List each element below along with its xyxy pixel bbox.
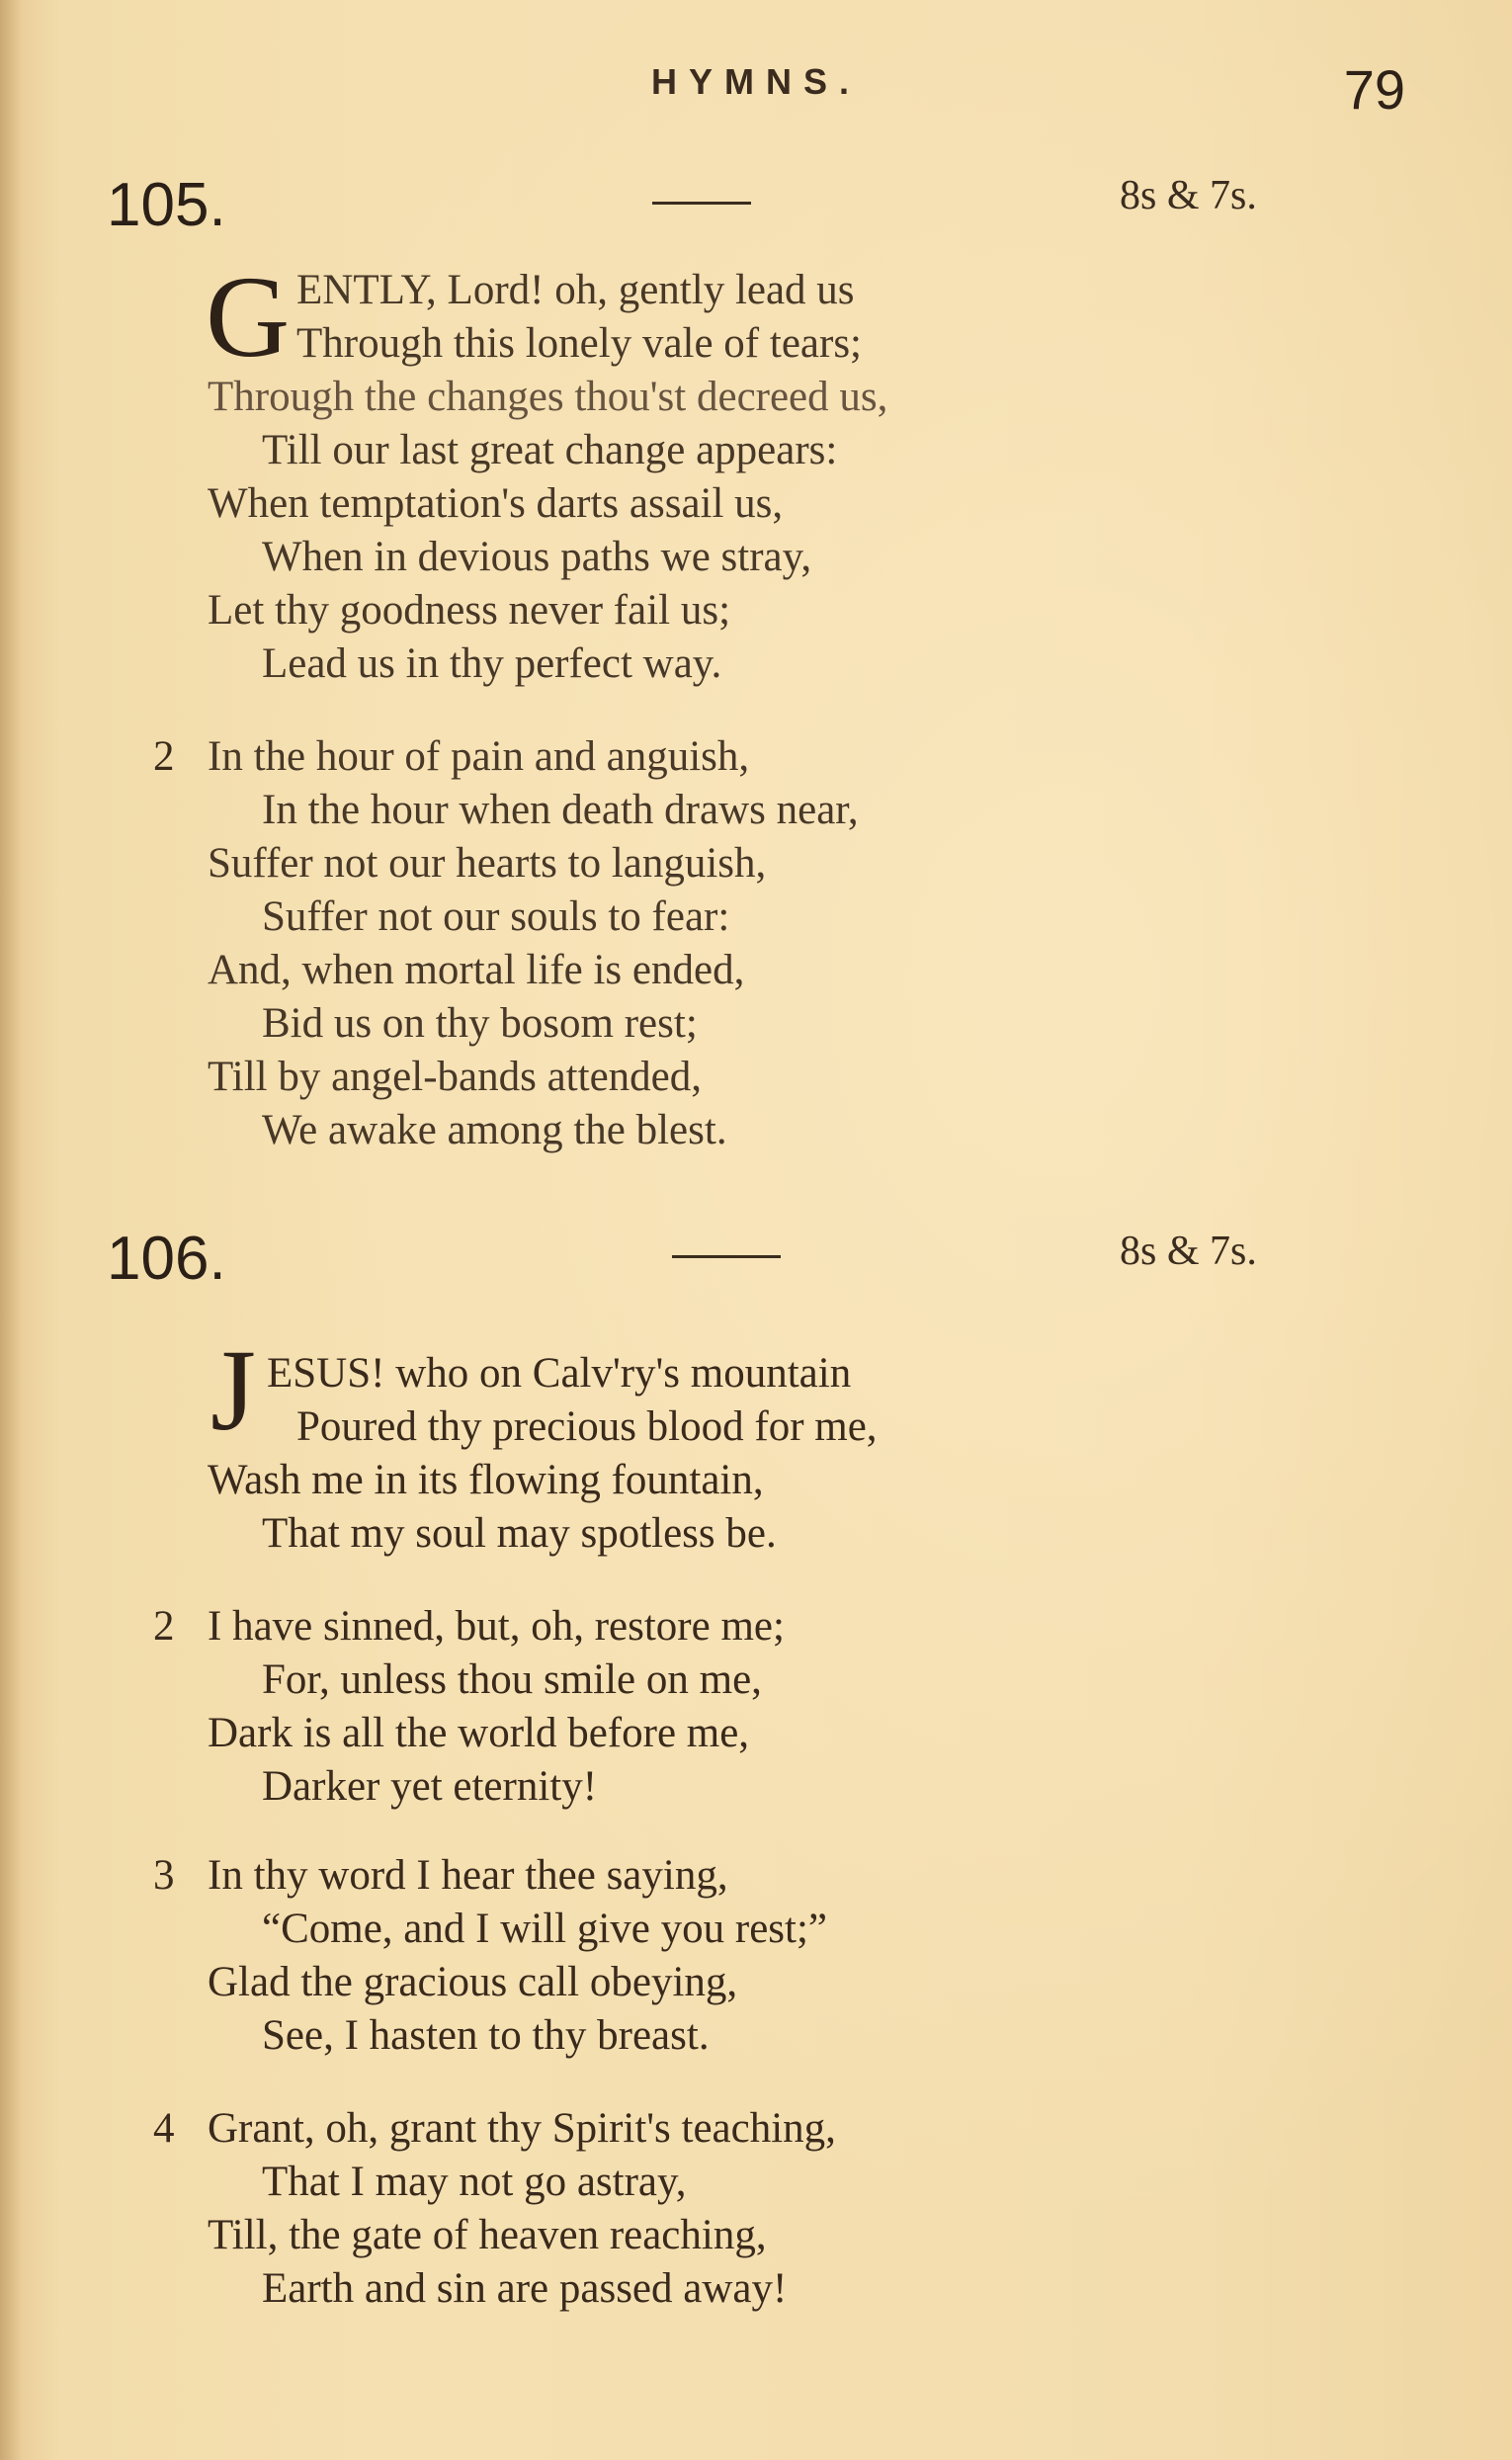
verse-line: Darker yet eternity! bbox=[262, 1763, 598, 1810]
stanza-number: 2 bbox=[153, 1603, 175, 1650]
verse-line: Through this lonely vale of tears; bbox=[296, 320, 862, 367]
verse-line: And, when mortal life is ended, bbox=[208, 947, 745, 993]
verse-line: ESUS! who on Calv'ry's mountain bbox=[267, 1350, 852, 1397]
verse-line: Till, the gate of heaven reaching, bbox=[208, 2212, 767, 2258]
verse-line: In the hour of pain and anguish, bbox=[208, 733, 750, 780]
verse-line: Bid us on thy bosom rest; bbox=[262, 1000, 698, 1047]
drop-cap: G bbox=[206, 252, 291, 382]
verse-line: See, I hasten to thy breast. bbox=[262, 2012, 710, 2059]
verse-line: When temptation's darts assail us, bbox=[208, 480, 784, 527]
verse-line: Suffer not our hearts to languish, bbox=[208, 840, 767, 887]
verse-line: That my soul may spotless be. bbox=[262, 1510, 777, 1557]
title-dash bbox=[672, 1255, 781, 1258]
hymn-meter: 8s & 7s. bbox=[1120, 1229, 1257, 1274]
verse-line: Let thy goodness never fail us; bbox=[208, 587, 731, 634]
drop-cap: J bbox=[210, 1325, 256, 1455]
verse-line: Lead us in thy perfect way. bbox=[262, 640, 722, 687]
verse-line: Grant, oh, grant thy Spirit's teaching, bbox=[208, 2105, 836, 2152]
hymn-number: 106. bbox=[107, 1225, 226, 1293]
verse-line: Wash me in its flowing fountain, bbox=[208, 1457, 764, 1503]
verse-line: Dark is all the world before me, bbox=[208, 1710, 750, 1756]
verse-line: Earth and sin are passed away! bbox=[262, 2265, 788, 2312]
verse-line: In the hour when death draws near, bbox=[262, 787, 859, 833]
verse-line: For, unless thou smile on me, bbox=[262, 1656, 762, 1703]
verse-line: When in devious paths we stray, bbox=[262, 534, 812, 580]
verse-line: Till by angel-bands attended, bbox=[208, 1054, 703, 1100]
verse-line: That I may not go astray, bbox=[262, 2159, 687, 2205]
title-dash bbox=[652, 202, 751, 205]
verse-line: Suffer not our souls to fear: bbox=[262, 893, 730, 940]
verse-line: “Come, and I will give you rest;” bbox=[262, 1906, 827, 1952]
hymn-meter: 8s & 7s. bbox=[1120, 173, 1257, 218]
stanza-number: 2 bbox=[153, 733, 175, 780]
hymn-number: 105. bbox=[107, 171, 226, 239]
verse-line: Till our last great change appears: bbox=[262, 427, 838, 473]
verse-line: In thy word I hear thee saying, bbox=[208, 1852, 728, 1899]
verse-line: We awake among the blest. bbox=[262, 1107, 727, 1153]
verse-line: Through the changes thou'st decreed us, bbox=[208, 374, 888, 420]
running-head: HYMNS. bbox=[650, 61, 861, 102]
page-edge-shadow bbox=[0, 0, 22, 2460]
verse-line: Poured thy precious blood for me, bbox=[296, 1403, 878, 1450]
verse-line: Glad the gracious call obeying, bbox=[208, 1959, 738, 2005]
page-number: 79 bbox=[1343, 58, 1405, 121]
stanza-number: 4 bbox=[153, 2105, 175, 2152]
stanza-number: 3 bbox=[153, 1852, 175, 1899]
verse-line: ENTLY, Lord! oh, gently lead us bbox=[296, 267, 855, 313]
verse-line: I have sinned, but, oh, restore me; bbox=[208, 1603, 785, 1650]
